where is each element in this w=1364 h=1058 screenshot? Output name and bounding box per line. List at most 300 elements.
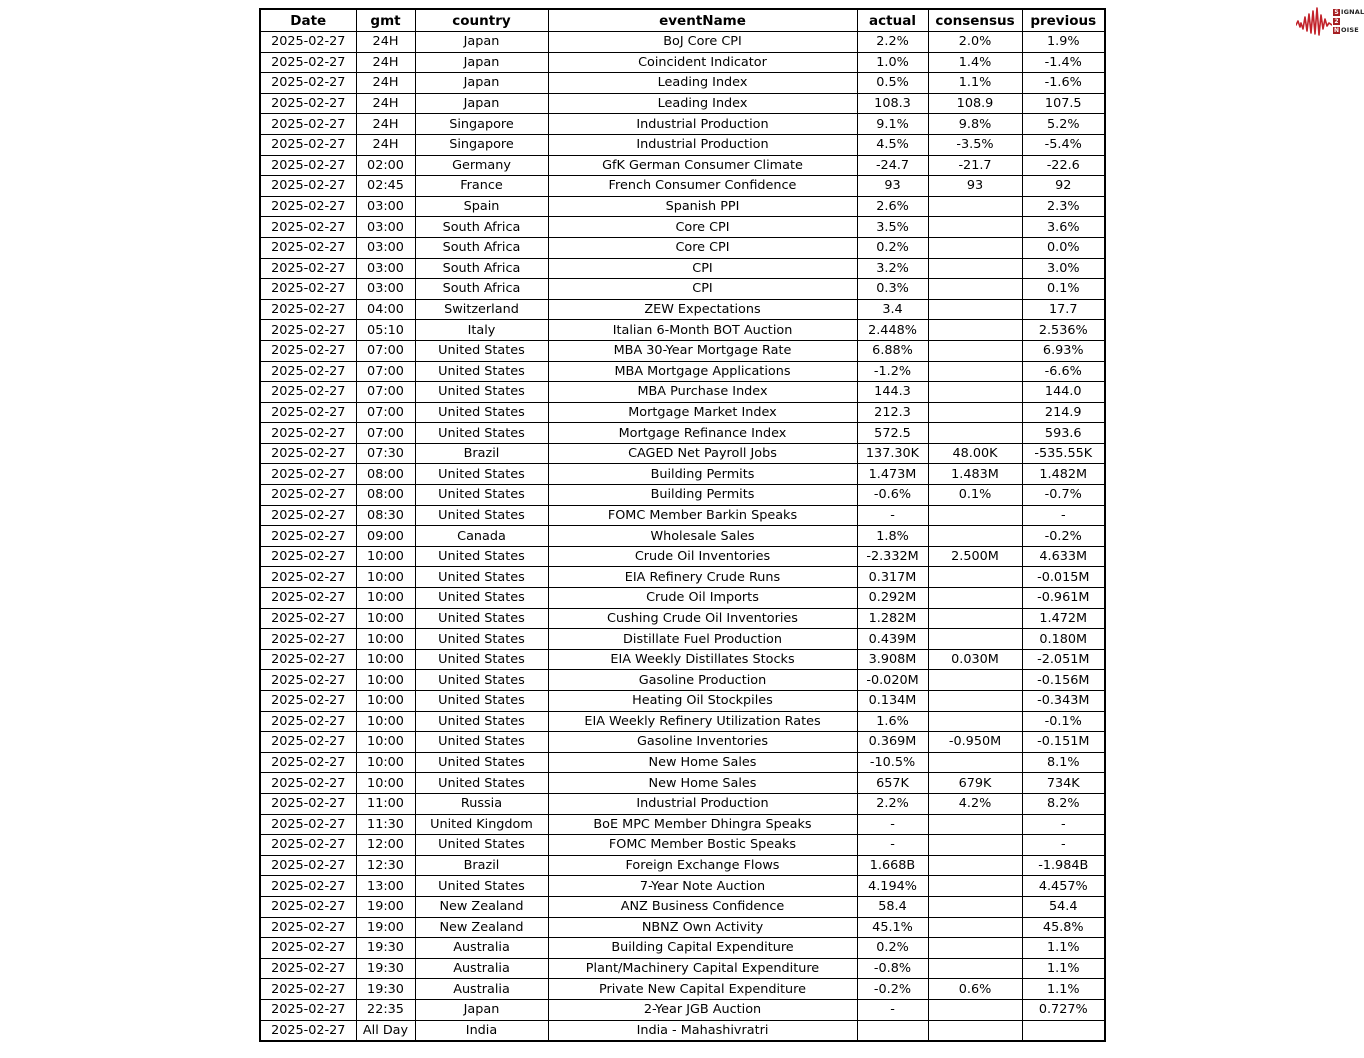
cell-eventname: EIA Weekly Distillates Stocks	[548, 649, 857, 670]
cell-gmt: 24H	[356, 134, 415, 155]
cell-gmt: 07:00	[356, 340, 415, 361]
cell-country: United States	[415, 732, 548, 753]
cell-date: 2025-02-27	[260, 93, 356, 114]
column-header-country: country	[415, 9, 548, 32]
cell-gmt: 07:00	[356, 402, 415, 423]
waveform-icon	[1296, 6, 1332, 36]
table-row	[260, 711, 1105, 732]
cell-consensus	[928, 237, 1022, 258]
cell-actual: 0.292M	[857, 588, 928, 609]
cell-country: United States	[415, 773, 548, 794]
cell-eventname: Cushing Crude Oil Inventories	[548, 608, 857, 629]
cell-country: United States	[415, 464, 548, 485]
cell-country: Canada	[415, 526, 548, 547]
table-row	[260, 299, 1105, 320]
cell-date: 2025-02-27	[260, 773, 356, 794]
table-row	[260, 382, 1105, 403]
cell-date: 2025-02-27	[260, 567, 356, 588]
table-row	[260, 217, 1105, 238]
cell-eventname: New Home Sales	[548, 752, 857, 773]
cell-previous: 734K	[1022, 773, 1105, 794]
cell-actual: -	[857, 505, 928, 526]
cell-actual: -0.2%	[857, 979, 928, 1000]
cell-gmt: 07:30	[356, 443, 415, 464]
cell-date: 2025-02-27	[260, 382, 356, 403]
cell-gmt: 19:30	[356, 958, 415, 979]
table-row	[260, 526, 1105, 547]
cell-actual: 2.448%	[857, 320, 928, 341]
cell-country: Japan	[415, 32, 548, 53]
cell-consensus	[928, 423, 1022, 444]
cell-gmt: 07:00	[356, 382, 415, 403]
cell-consensus: 0.1%	[928, 485, 1022, 506]
cell-date: 2025-02-27	[260, 340, 356, 361]
cell-previous: 1.9%	[1022, 32, 1105, 53]
cell-gmt: 10:00	[356, 588, 415, 609]
cell-date: 2025-02-27	[260, 855, 356, 876]
cell-country: South Africa	[415, 279, 548, 300]
cell-date: 2025-02-27	[260, 361, 356, 382]
cell-previous: 0.0%	[1022, 237, 1105, 258]
cell-country: Australia	[415, 979, 548, 1000]
cell-gmt: 19:00	[356, 896, 415, 917]
cell-consensus	[928, 876, 1022, 897]
cell-actual: 0.369M	[857, 732, 928, 753]
cell-actual: -10.5%	[857, 752, 928, 773]
cell-date: 2025-02-27	[260, 423, 356, 444]
table-row	[260, 114, 1105, 135]
cell-eventname: Mortgage Market Index	[548, 402, 857, 423]
cell-actual	[857, 1020, 928, 1041]
cell-actual: 3.5%	[857, 217, 928, 238]
cell-actual: 4.194%	[857, 876, 928, 897]
cell-consensus: 4.2%	[928, 793, 1022, 814]
logo-boxed-letter: 2	[1334, 17, 1339, 25]
cell-eventname: Core CPI	[548, 237, 857, 258]
cell-actual: 0.439M	[857, 629, 928, 650]
table-row	[260, 258, 1105, 279]
cell-gmt: 10:00	[356, 649, 415, 670]
table-row	[260, 73, 1105, 94]
cell-previous: 92	[1022, 176, 1105, 197]
cell-date: 2025-02-27	[260, 443, 356, 464]
cell-consensus	[928, 279, 1022, 300]
cell-gmt: 10:00	[356, 567, 415, 588]
cell-eventname: Private New Capital Expenditure	[548, 979, 857, 1000]
logo-text	[1333, 8, 1364, 35]
cell-date: 2025-02-27	[260, 464, 356, 485]
cell-gmt: 09:00	[356, 526, 415, 547]
cell-eventname: Leading Index	[548, 93, 857, 114]
cell-actual: 45.1%	[857, 917, 928, 938]
cell-actual: -0.8%	[857, 958, 928, 979]
cell-previous: 1.1%	[1022, 938, 1105, 959]
cell-eventname: BoE MPC Member Dhingra Speaks	[548, 814, 857, 835]
cell-gmt: 05:10	[356, 320, 415, 341]
cell-gmt: 03:00	[356, 237, 415, 258]
cell-actual: 4.5%	[857, 134, 928, 155]
cell-date: 2025-02-27	[260, 691, 356, 712]
table-row	[260, 938, 1105, 959]
cell-previous: -0.7%	[1022, 485, 1105, 506]
cell-date: 2025-02-27	[260, 835, 356, 856]
table-row	[260, 896, 1105, 917]
cell-date: 2025-02-27	[260, 196, 356, 217]
cell-country: United States	[415, 361, 548, 382]
cell-date: 2025-02-27	[260, 299, 356, 320]
cell-previous: -0.2%	[1022, 526, 1105, 547]
cell-consensus	[928, 340, 1022, 361]
cell-previous: 2.536%	[1022, 320, 1105, 341]
cell-previous: -0.156M	[1022, 670, 1105, 691]
cell-consensus: 679K	[928, 773, 1022, 794]
cell-consensus: 108.9	[928, 93, 1022, 114]
cell-previous: 5.2%	[1022, 114, 1105, 135]
cell-previous: -0.961M	[1022, 588, 1105, 609]
cell-previous: -1.4%	[1022, 52, 1105, 73]
cell-eventname: MBA Mortgage Applications	[548, 361, 857, 382]
cell-country: Japan	[415, 52, 548, 73]
table-row	[260, 155, 1105, 176]
cell-eventname: MBA Purchase Index	[548, 382, 857, 403]
table-row	[260, 176, 1105, 197]
cell-previous: 1.1%	[1022, 979, 1105, 1000]
cell-eventname: Building Permits	[548, 464, 857, 485]
cell-country: United States	[415, 588, 548, 609]
cell-country: Japan	[415, 93, 548, 114]
cell-consensus	[928, 526, 1022, 547]
table-row	[260, 691, 1105, 712]
cell-gmt: 24H	[356, 52, 415, 73]
table-row	[260, 546, 1105, 567]
table-row	[260, 134, 1105, 155]
cell-consensus: 2.500M	[928, 546, 1022, 567]
cell-eventname: FOMC Member Bostic Speaks	[548, 835, 857, 856]
table-row	[260, 958, 1105, 979]
cell-date: 2025-02-27	[260, 793, 356, 814]
cell-consensus: 9.8%	[928, 114, 1022, 135]
cell-date: 2025-02-27	[260, 958, 356, 979]
cell-previous: 1.472M	[1022, 608, 1105, 629]
cell-actual: 0.5%	[857, 73, 928, 94]
cell-country: United States	[415, 505, 548, 526]
table-row	[260, 649, 1105, 670]
cell-consensus	[928, 320, 1022, 341]
cell-actual: 1.0%	[857, 52, 928, 73]
cell-consensus	[928, 896, 1022, 917]
cell-gmt: 24H	[356, 93, 415, 114]
cell-eventname: Building Permits	[548, 485, 857, 506]
cell-gmt: 10:00	[356, 773, 415, 794]
cell-date: 2025-02-27	[260, 649, 356, 670]
cell-eventname: EIA Refinery Crude Runs	[548, 567, 857, 588]
cell-actual: 2.2%	[857, 793, 928, 814]
cell-date: 2025-02-27	[260, 485, 356, 506]
cell-date: 2025-02-27	[260, 814, 356, 835]
logo-boxed-letter: N	[1333, 26, 1340, 34]
cell-consensus: 2.0%	[928, 32, 1022, 53]
cell-previous: 3.6%	[1022, 217, 1105, 238]
cell-eventname: Gasoline Inventories	[548, 732, 857, 753]
cell-country: South Africa	[415, 237, 548, 258]
table-row	[260, 793, 1105, 814]
cell-eventname: Coincident Indicator	[548, 52, 857, 73]
cell-previous: 107.5	[1022, 93, 1105, 114]
cell-date: 2025-02-27	[260, 402, 356, 423]
signal2noise-logo	[1296, 4, 1362, 38]
table-row	[260, 773, 1105, 794]
table-row	[260, 670, 1105, 691]
cell-country: Japan	[415, 73, 548, 94]
cell-country: United States	[415, 423, 548, 444]
cell-actual: 1.282M	[857, 608, 928, 629]
cell-date: 2025-02-27	[260, 155, 356, 176]
cell-previous: 0.727%	[1022, 999, 1105, 1020]
cell-eventname: Industrial Production	[548, 114, 857, 135]
column-header-actual: actual	[857, 9, 928, 32]
cell-eventname: Industrial Production	[548, 793, 857, 814]
cell-country: Singapore	[415, 114, 548, 135]
cell-date: 2025-02-27	[260, 52, 356, 73]
cell-actual: 3.4	[857, 299, 928, 320]
column-header-date: Date	[260, 9, 356, 32]
cell-gmt: 10:00	[356, 670, 415, 691]
cell-actual: -	[857, 814, 928, 835]
cell-gmt: 19:00	[356, 917, 415, 938]
cell-actual: 1.6%	[857, 711, 928, 732]
logo-line	[1333, 8, 1364, 17]
cell-eventname: Distillate Fuel Production	[548, 629, 857, 650]
cell-country: United States	[415, 670, 548, 691]
cell-country: United States	[415, 402, 548, 423]
cell-previous: -0.1%	[1022, 711, 1105, 732]
cell-previous: -6.6%	[1022, 361, 1105, 382]
cell-country: United States	[415, 382, 548, 403]
cell-previous: -	[1022, 835, 1105, 856]
cell-consensus	[928, 752, 1022, 773]
cell-date: 2025-02-27	[260, 711, 356, 732]
cell-date: 2025-02-27	[260, 114, 356, 135]
column-header-consensus: consensus	[928, 9, 1022, 32]
cell-actual: 1.8%	[857, 526, 928, 547]
cell-country: United States	[415, 567, 548, 588]
cell-eventname: French Consumer Confidence	[548, 176, 857, 197]
cell-gmt: 10:00	[356, 608, 415, 629]
cell-consensus	[928, 711, 1022, 732]
cell-actual: 1.668B	[857, 855, 928, 876]
column-header-previous: previous	[1022, 9, 1105, 32]
cell-country: New Zealand	[415, 896, 548, 917]
cell-date: 2025-02-27	[260, 279, 356, 300]
cell-date: 2025-02-27	[260, 629, 356, 650]
cell-previous: -22.6	[1022, 155, 1105, 176]
cell-gmt: 24H	[356, 73, 415, 94]
cell-consensus	[928, 608, 1022, 629]
cell-eventname: Gasoline Production	[548, 670, 857, 691]
header-row	[260, 9, 1105, 32]
cell-actual: 657K	[857, 773, 928, 794]
cell-date: 2025-02-27	[260, 73, 356, 94]
cell-previous: -2.051M	[1022, 649, 1105, 670]
cell-previous: 0.1%	[1022, 279, 1105, 300]
cell-consensus: 0.030M	[928, 649, 1022, 670]
cell-eventname: NBNZ Own Activity	[548, 917, 857, 938]
cell-consensus: -0.950M	[928, 732, 1022, 753]
cell-eventname: GfK German Consumer Climate	[548, 155, 857, 176]
cell-date: 2025-02-27	[260, 134, 356, 155]
cell-country: France	[415, 176, 548, 197]
cell-previous: 144.0	[1022, 382, 1105, 403]
cell-actual: 3.908M	[857, 649, 928, 670]
cell-previous: 6.93%	[1022, 340, 1105, 361]
cell-date: 2025-02-27	[260, 999, 356, 1020]
cell-previous: -535.55K	[1022, 443, 1105, 464]
cell-gmt: 10:00	[356, 546, 415, 567]
cell-consensus: 93	[928, 176, 1022, 197]
logo-letters: OISE	[1341, 26, 1359, 34]
cell-date: 2025-02-27	[260, 258, 356, 279]
cell-gmt: 10:00	[356, 691, 415, 712]
cell-consensus	[928, 567, 1022, 588]
cell-country: United States	[415, 876, 548, 897]
cell-gmt: 19:30	[356, 979, 415, 1000]
table-row	[260, 402, 1105, 423]
cell-eventname: Core CPI	[548, 217, 857, 238]
cell-gmt: 08:00	[356, 464, 415, 485]
cell-date: 2025-02-27	[260, 176, 356, 197]
cell-actual: 144.3	[857, 382, 928, 403]
table-row	[260, 93, 1105, 114]
cell-consensus	[928, 629, 1022, 650]
cell-previous: 2.3%	[1022, 196, 1105, 217]
table-row	[260, 1020, 1105, 1041]
cell-country: New Zealand	[415, 917, 548, 938]
cell-gmt: 03:00	[356, 196, 415, 217]
column-header-gmt: gmt	[356, 9, 415, 32]
cell-country: Singapore	[415, 134, 548, 155]
cell-gmt: 22:35	[356, 999, 415, 1020]
cell-gmt: 12:30	[356, 855, 415, 876]
cell-eventname: CPI	[548, 258, 857, 279]
cell-gmt: 02:45	[356, 176, 415, 197]
table-row	[260, 320, 1105, 341]
cell-consensus	[928, 402, 1022, 423]
cell-gmt: 03:00	[356, 279, 415, 300]
table-row	[260, 443, 1105, 464]
cell-actual: 572.5	[857, 423, 928, 444]
table-row	[260, 52, 1105, 73]
table-row	[260, 629, 1105, 650]
cell-previous: -0.343M	[1022, 691, 1105, 712]
column-header-eventname: eventName	[548, 9, 857, 32]
cell-gmt: 13:00	[356, 876, 415, 897]
cell-country: United Kingdom	[415, 814, 548, 835]
cell-country: United States	[415, 340, 548, 361]
cell-country: Brazil	[415, 855, 548, 876]
cell-date: 2025-02-27	[260, 876, 356, 897]
cell-actual: -0.6%	[857, 485, 928, 506]
cell-actual: 9.1%	[857, 114, 928, 135]
cell-date: 2025-02-27	[260, 608, 356, 629]
table-row	[260, 237, 1105, 258]
table-row	[260, 485, 1105, 506]
table-row	[260, 279, 1105, 300]
cell-actual: 137.30K	[857, 443, 928, 464]
cell-consensus	[928, 814, 1022, 835]
cell-country: Switzerland	[415, 299, 548, 320]
cell-actual: 0.2%	[857, 938, 928, 959]
cell-consensus	[928, 505, 1022, 526]
cell-date: 2025-02-27	[260, 320, 356, 341]
cell-eventname: Leading Index	[548, 73, 857, 94]
cell-previous: -	[1022, 505, 1105, 526]
cell-actual: -0.020M	[857, 670, 928, 691]
cell-gmt: 08:00	[356, 485, 415, 506]
cell-actual: 1.473M	[857, 464, 928, 485]
cell-previous: 54.4	[1022, 896, 1105, 917]
cell-gmt: 11:30	[356, 814, 415, 835]
cell-previous: 1.482M	[1022, 464, 1105, 485]
cell-date: 2025-02-27	[260, 670, 356, 691]
cell-gmt: 24H	[356, 114, 415, 135]
cell-previous: 214.9	[1022, 402, 1105, 423]
cell-eventname: India - Mahashivratri	[548, 1020, 857, 1041]
cell-gmt: 07:00	[356, 423, 415, 444]
cell-gmt: 03:00	[356, 258, 415, 279]
cell-country: United States	[415, 711, 548, 732]
cell-country: Japan	[415, 999, 548, 1020]
cell-date: 2025-02-27	[260, 979, 356, 1000]
cell-actual: 0.2%	[857, 237, 928, 258]
table-row	[260, 999, 1105, 1020]
cell-previous: 593.6	[1022, 423, 1105, 444]
cell-previous: -	[1022, 814, 1105, 835]
logo-line	[1333, 26, 1364, 35]
cell-gmt: 04:00	[356, 299, 415, 320]
cell-consensus	[928, 217, 1022, 238]
cell-actual: 0.3%	[857, 279, 928, 300]
cell-gmt: 10:00	[356, 752, 415, 773]
cell-eventname: Industrial Production	[548, 134, 857, 155]
cell-consensus	[928, 258, 1022, 279]
cell-date: 2025-02-27	[260, 917, 356, 938]
cell-previous: 3.0%	[1022, 258, 1105, 279]
cell-date: 2025-02-27	[260, 896, 356, 917]
cell-actual: -1.2%	[857, 361, 928, 382]
cell-eventname: ZEW Expectations	[548, 299, 857, 320]
cell-eventname: New Home Sales	[548, 773, 857, 794]
cell-date: 2025-02-27	[260, 217, 356, 238]
cell-eventname: MBA 30-Year Mortgage Rate	[548, 340, 857, 361]
cell-previous	[1022, 1020, 1105, 1041]
cell-eventname: Foreign Exchange Flows	[548, 855, 857, 876]
cell-actual: 3.2%	[857, 258, 928, 279]
cell-eventname: Crude Oil Inventories	[548, 546, 857, 567]
cell-date: 2025-02-27	[260, 237, 356, 258]
cell-actual: -	[857, 835, 928, 856]
economic-calendar-table	[259, 8, 1106, 1042]
cell-actual: -24.7	[857, 155, 928, 176]
table-row	[260, 32, 1105, 53]
cell-date: 2025-02-27	[260, 505, 356, 526]
cell-country: United States	[415, 629, 548, 650]
cell-previous: 45.8%	[1022, 917, 1105, 938]
cell-country: United States	[415, 691, 548, 712]
cell-gmt: 02:00	[356, 155, 415, 176]
cell-date: 2025-02-27	[260, 732, 356, 753]
cell-eventname: CAGED Net Payroll Jobs	[548, 443, 857, 464]
cell-country: Australia	[415, 958, 548, 979]
